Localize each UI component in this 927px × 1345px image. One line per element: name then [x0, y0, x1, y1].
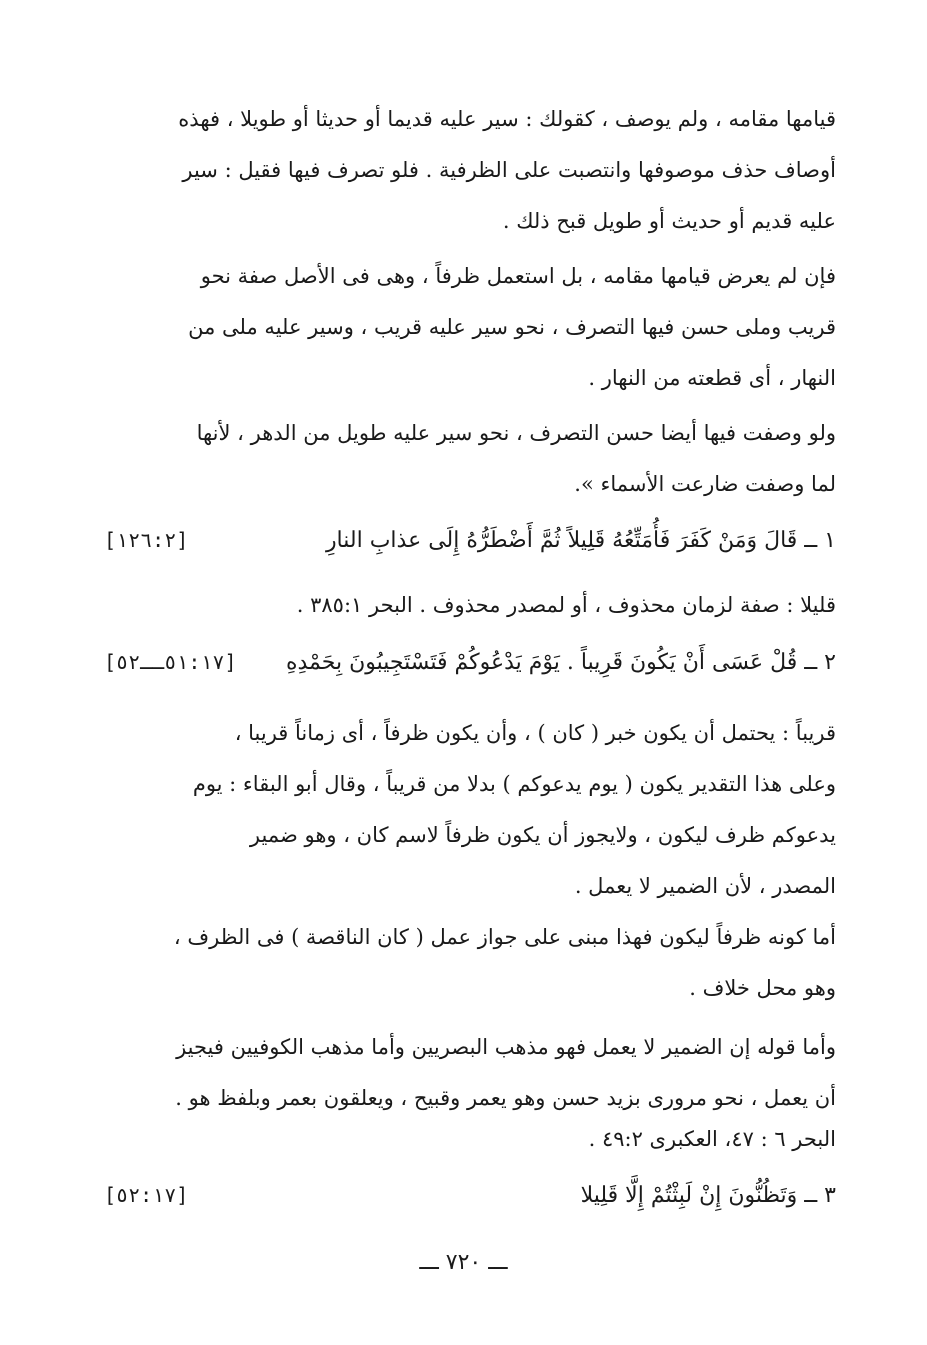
text-line: وأما قوله إن الضمير لا يعمل فهو مذهب البصريين وأما مذهب الكوفيين فيجيز — [176, 1035, 836, 1059]
verse-reference: [١٢٦:٢] — [104, 528, 189, 552]
verse-reference: [٥٢:١٧] — [104, 1183, 189, 1207]
text-line: وهو محل خلاف . — [689, 976, 836, 1000]
paragraph-7 — [104, 1022, 836, 1165]
text-line: أوصاف حذف موصوفها وانتصبت على الظرفية . فلو تصرف فيها فقيل : سير — [182, 158, 836, 182]
text-line: المصدر ، لأن الضمير لا يعمل . — [574, 874, 836, 898]
paragraph-5 — [104, 708, 836, 912]
text-line: قريباً : يحتمل أن يكون خبر ( كان ) ، وأن يكون ظرفاً ، أى زماناً قريبا ، — [234, 721, 836, 745]
text-line: وعلى هذا التقدير يكون ( يوم يدعوكم ) بدلا من قريباً ، وقال أبو البقاء : يوم — [192, 772, 836, 796]
verse-text: ٣ ــ وَتَظُنُّونَ إِنْ لَبِثْتُمْ إِلَّا قَلِيلا — [580, 1183, 836, 1208]
text-line: النهار ، أى قطعته من النهار . — [588, 366, 836, 390]
text-line: البحر ٦ : ٤٧، العكبرى ٤٩:٢ . — [588, 1127, 836, 1151]
paragraph-1 — [104, 94, 836, 247]
verse-reference: [٥١:١٧ــ٥٢] — [104, 650, 237, 674]
text-line: قيامها مقامه ، ولم يوصف ، كقولك : سير عليه قديما أو حديثا أو طويلا ، فهذه — [178, 107, 836, 131]
paragraph-4 — [104, 580, 836, 631]
text-line: قريب وملى حسن فيها التصرف ، نحو سير عليه قريب ، وسير عليه ملى من — [188, 315, 836, 339]
text-line: أن يعمل ، نحو مرورى بزيد حسن وهو يعمر وقبيح ، ويعلقون بعمر وبلفظ هو . — [175, 1086, 836, 1110]
quran-verse-1 — [104, 520, 836, 570]
page-number: ـــ ٧٢٠ ـــ — [419, 1250, 508, 1275]
verse-text: ١ ــ قَالَ وَمَنْ كَفَرَ فَأُمَتِّعُهُ قَلِيلاً ثُمَّ أَضْطَرُّهُ إِلَى عذابِ النارِ — [325, 528, 836, 553]
text-line: يدعوكم ظرف ليكون ، ولايجوز أن يكون ظرفاً لاسم كان ، وهو ضمير — [249, 823, 836, 847]
quran-verse-2 — [104, 642, 836, 692]
paragraph-2 — [104, 251, 836, 404]
quran-verse-3 — [104, 1175, 836, 1225]
text-line: أما كونه ظرفاً ليكون فهذا مبنى على جواز عمل ( كان الناقصة ) فى الظرف ، — [173, 925, 836, 949]
text-line: قليلا : صفة لزمان محذوف ، أو لمصدر محذوف . البحر ٣٨٥:١ . — [296, 593, 836, 617]
paragraph-6 — [104, 912, 836, 1014]
text-line: لما وصفت ضارعت الأسماء ». — [574, 472, 836, 496]
verse-text: ٢ ــ قُلْ عَسَى أَنْ يَكُونَ قَرِيباً . يَوْمَ يَدْعُوكُمْ فَتَسْتَجِيبُونَ بِحَمْدِهِ — [285, 650, 836, 675]
text-line: فإن لم يعرض قيامها مقامه ، بل استعمل ظرفاً ، وهى فى الأصل صفة نحو — [200, 264, 836, 288]
text-line: ولو وصفت فيها أيضا حسن التصرف ، نحو سير عليه طويل من الدهر ، لأنها — [196, 421, 836, 445]
paragraph-3 — [104, 408, 836, 510]
text-line: عليه قديم أو حديث أو طويل قبح ذلك . — [502, 209, 836, 233]
